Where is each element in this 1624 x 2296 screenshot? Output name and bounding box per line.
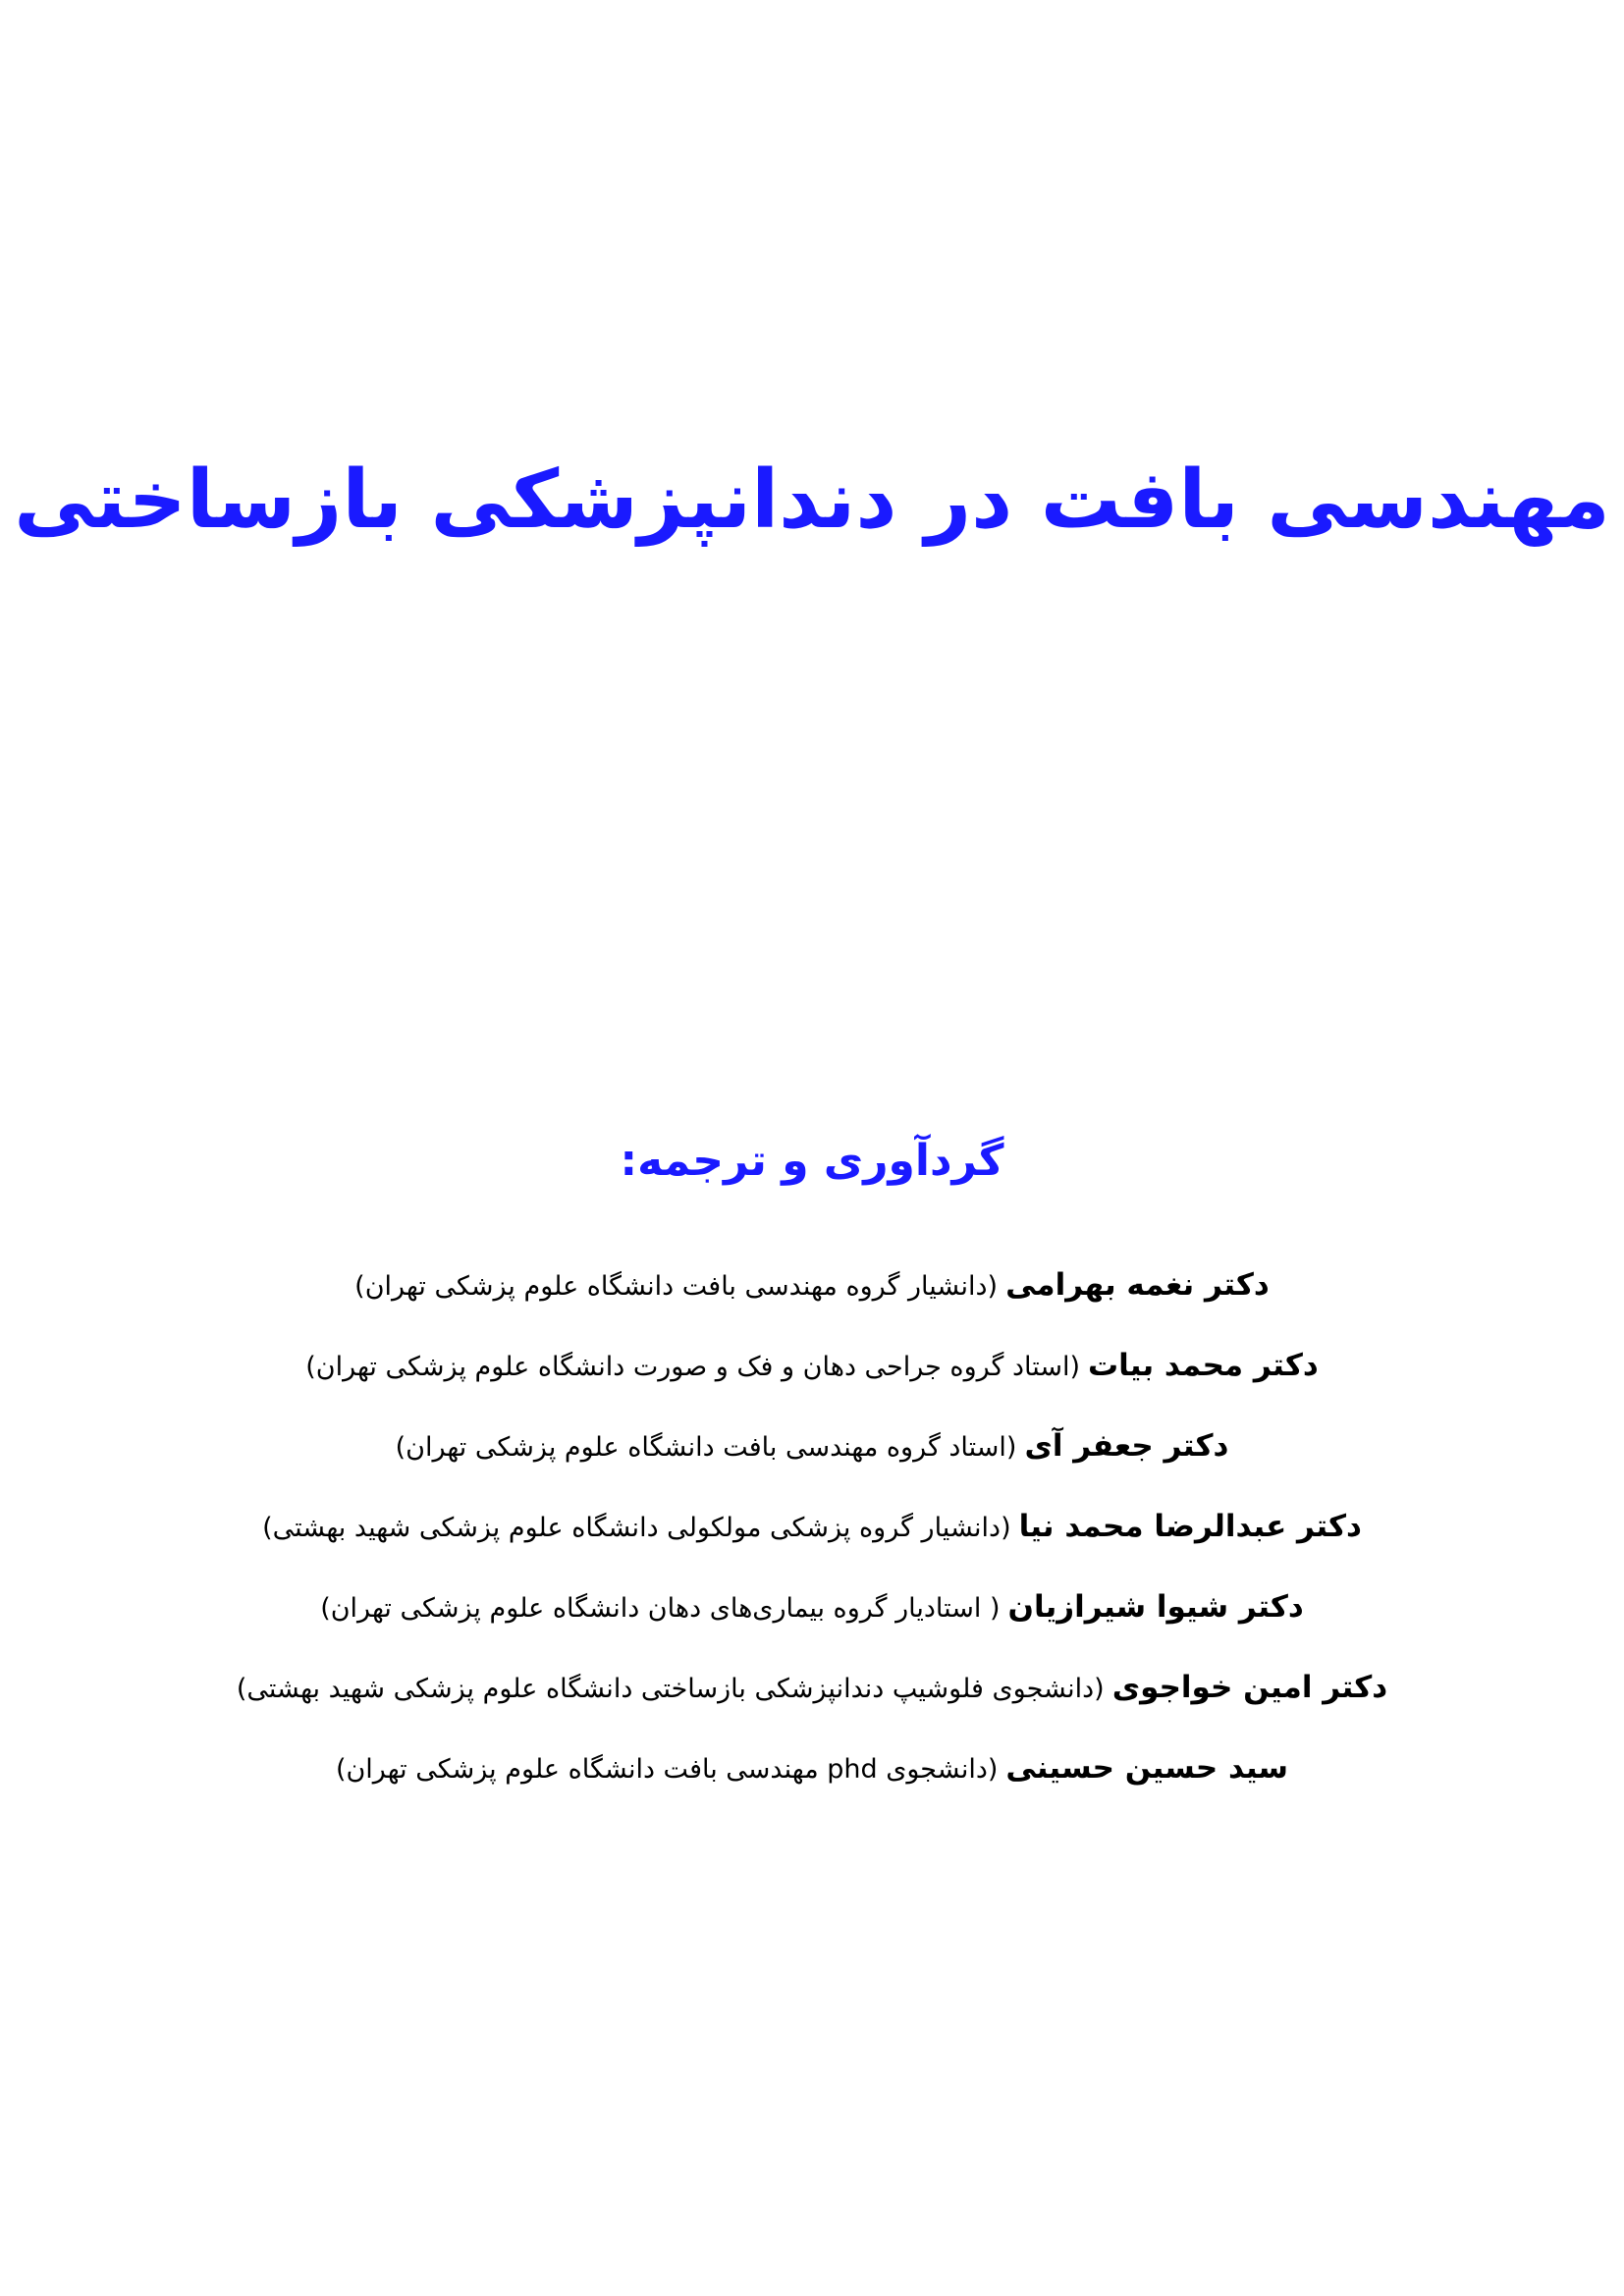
contributor-item xyxy=(0,1647,1624,1728)
contributor-affiliation: ( استادیار گروه بیماری‌های دهان دانشگاه علوم پزشکی تهران) xyxy=(320,1593,1001,1624)
contributor-item xyxy=(0,1728,1624,1808)
contributor-affiliation: (دانشیار گروه پزشکی مولکولی دانشگاه علوم پزشکی شهید بهشتی) xyxy=(262,1513,1011,1543)
contributor-name: دکتر جعفر آی xyxy=(1024,1428,1229,1464)
contributor-item xyxy=(0,1245,1624,1325)
contributor-name: دکتر امین خواجوی xyxy=(1111,1670,1388,1705)
contributor-name: دکتر عبدالرضا محمد نیا xyxy=(1018,1509,1362,1544)
document-title: مهندسی بافت در دندانپزشکی بازساختی xyxy=(14,454,1610,547)
contributor-item xyxy=(0,1325,1624,1406)
contributor-affiliation: (استاد گروه جراحی دهان و فک و صورت دانشگاه علوم پزشکی تهران) xyxy=(305,1352,1080,1382)
contributor-name: دکتر نغمه بهرامی xyxy=(1005,1267,1270,1303)
contributor-name: دکتر شیوا شیرازیان xyxy=(1007,1589,1304,1625)
contributor-item xyxy=(0,1567,1624,1647)
contributor-affiliation: (دانشجوی فلوشیپ دندانپزشکی بازساختی دانشگاه علوم پزشکی شهید بهشتی) xyxy=(236,1674,1105,1704)
contributor-name: دکتر محمد بیات xyxy=(1088,1348,1319,1383)
contributor-list xyxy=(0,1245,1624,1808)
contributor-affiliation: (استاد گروه مهندسی بافت دانشگاه علوم پزشکی تهران) xyxy=(395,1432,1017,1463)
compiled-heading: گردآوری و ترجمه: xyxy=(620,1136,1004,1186)
contributor-affiliation: (دانشجوی phd مهندسی بافت دانشگاه علوم پزشکی تهران) xyxy=(335,1754,999,1785)
contributor-item xyxy=(0,1486,1624,1567)
contributor-item xyxy=(0,1406,1624,1486)
contributor-name: سید حسین حسینی xyxy=(1005,1750,1289,1786)
contributor-affiliation: (دانشیار گروه مهندسی بافت دانشگاه علوم پزشکی تهران) xyxy=(354,1271,999,1302)
